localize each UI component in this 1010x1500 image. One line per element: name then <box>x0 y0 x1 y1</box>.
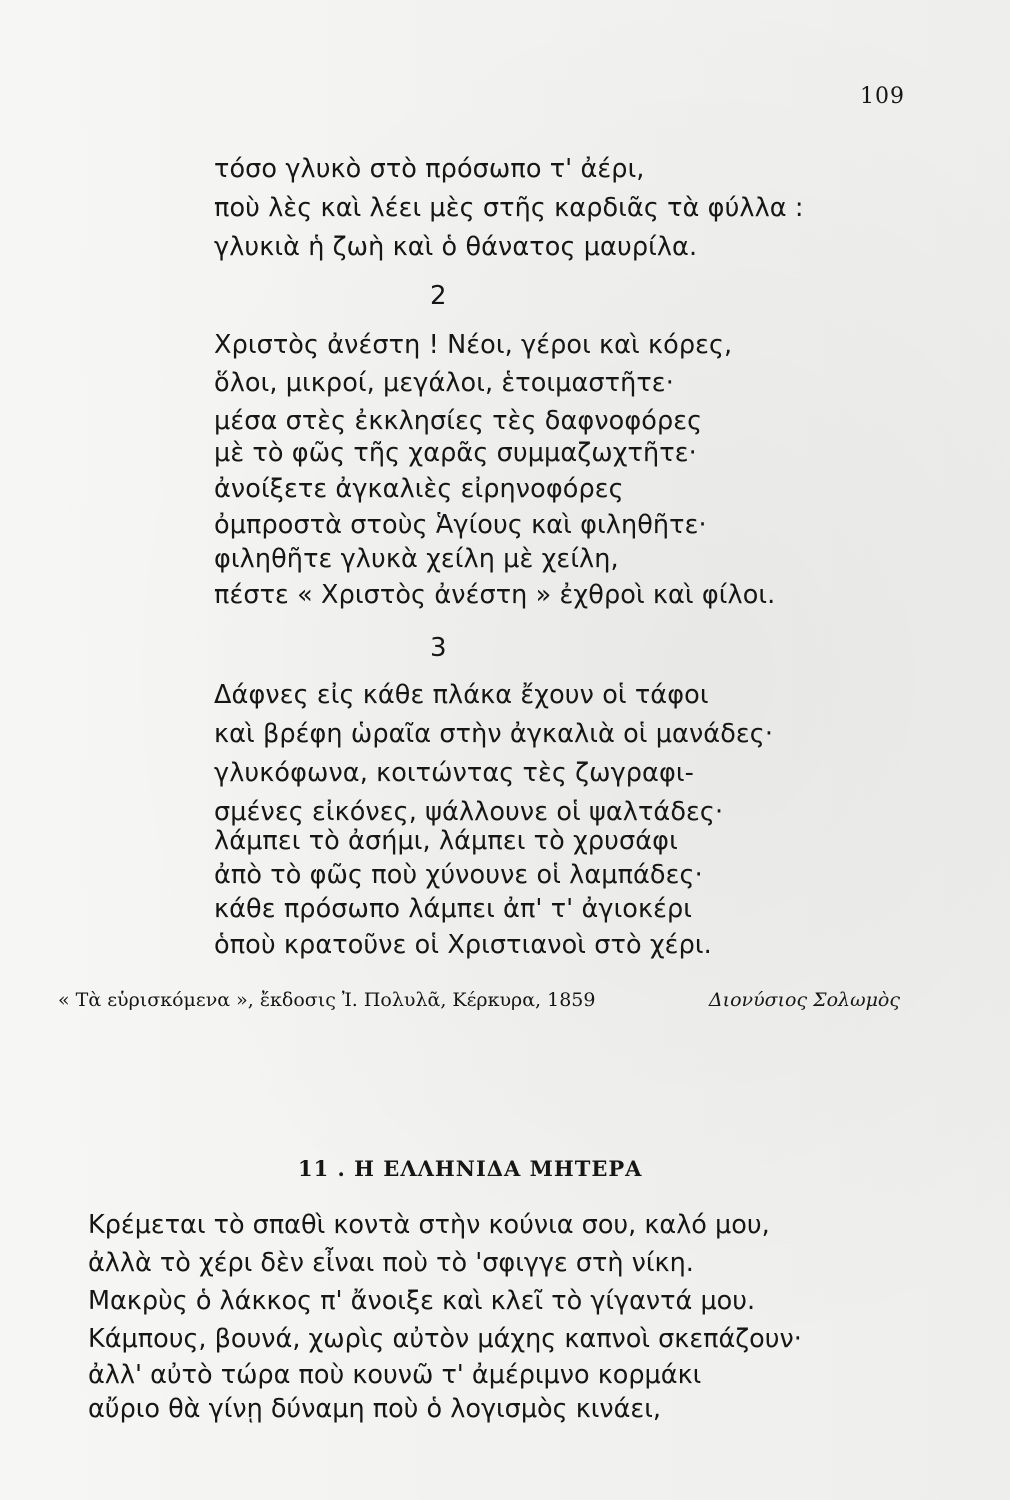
poem-line: ἀπὸ τὸ φῶς ποὺ χύνουνε οἱ λαμπάδες· <box>214 860 703 890</box>
poem-line: φιληθῆτε γλυκὰ χείλη μὲ χείλη, <box>214 544 619 574</box>
page-number: 109 <box>860 84 905 109</box>
citation-source: « Τὰ εὑρισκόμενα », ἔκδοσις Ἰ. Πολυλᾶ, Κέρκυρα, 1859 <box>58 989 596 1011</box>
poem-line: μέσα στὲς ἐκκλησίες τὲς δαφνοφόρες <box>214 406 703 436</box>
poem-line: Χριστὸς ἀνέστη ! Νέοι, γέροι καὶ κόρες, <box>214 330 733 360</box>
poem-line: σμένες εἰκόνες, ψάλλουνε οἱ ψαλτάδες· <box>214 797 724 827</box>
poem-line: ὅλοι, μικροί, μεγάλοι, ἑτοιμαστῆτε· <box>214 368 674 398</box>
poem-line: πέστε « Χριστὸς ἀνέστη » ἐχθροὶ καὶ φίλοι. <box>214 580 776 610</box>
poem-line: ὁποὺ κρατοῦνε οἱ Χριστιανοὶ στὸ χέρι. <box>214 930 712 960</box>
poem-line: μὲ τὸ φῶς τῆς χαρᾶς συμμαζωχτῆτε· <box>214 438 697 468</box>
poem-line: γλυκιὰ ἡ ζωὴ καὶ ὁ θάνατος μαυρίλα. <box>214 232 698 262</box>
poem-line: ἀνοίξετε ἀγκαλιὲς εἰρηνοφόρες <box>214 474 624 504</box>
poem-line: κάθε πρόσωπο λάμπει ἀπ' τ' ἀγιοκέρι <box>214 894 693 924</box>
poem-line: γλυκόφωνα, κοιτώντας τὲς ζωγραφι- <box>214 758 694 788</box>
section-number: 3 <box>430 633 447 663</box>
poem-line: ὀμπροστὰ στοὺς Ἁγίους καὶ φιληθῆτε· <box>214 510 707 540</box>
poem-line: ποὺ λὲς καὶ λέει μὲς στῆς καρδιᾶς τὰ φύλλα : <box>214 193 804 223</box>
chapter-line: ἀλλ' αὐτὸ τώρα ποὺ κουνῶ τ' ἀμέριμνο κορμάκι <box>88 1360 702 1390</box>
chapter-line: Κάμπους, βουνά, χωρὶς αὐτὸν μάχης καπνοὶ σκεπάζουν· <box>88 1324 802 1354</box>
chapter-line: Μακρὺς ὁ λάκκος π' ἄνοιξε καὶ κλεῖ τὸ γίγαντά μου. <box>88 1286 756 1316</box>
poem-line: Δάφνες εἰς κάθε πλάκα ἔχουν οἱ τάφοι <box>214 680 709 710</box>
citation-author: Διονύσιος Σολωμὸς <box>708 989 900 1011</box>
poem-line: καὶ βρέφη ὡραῖα στὴν ἀγκαλιὰ οἱ μανάδες· <box>214 719 774 749</box>
chapter-line: Κρέμεται τὸ σπαθὶ κοντὰ στὴν κούνια σου, καλό μου, <box>88 1210 770 1240</box>
chapter-heading: 11 . Η ΕΛΛΗΝΙΔΑ ΜΗΤΕΡΑ <box>298 1156 643 1181</box>
poem-line: λάμπει τὸ ἀσήμι, λάμπει τὸ χρυσάφι <box>214 826 678 856</box>
chapter-line: αὔριο θὰ γίνῃ δύναμη ποὺ ὁ λογισμὸς κινάει, <box>88 1394 661 1424</box>
poem-line: τόσο γλυκὸ στὸ πρόσωπο τ' ἀέρι, <box>214 154 645 184</box>
section-number: 2 <box>430 281 447 311</box>
chapter-line: ἀλλὰ τὸ χέρι δὲν εἶναι ποὺ τὸ 'σφιγγε στὴ νίκη. <box>88 1248 694 1278</box>
